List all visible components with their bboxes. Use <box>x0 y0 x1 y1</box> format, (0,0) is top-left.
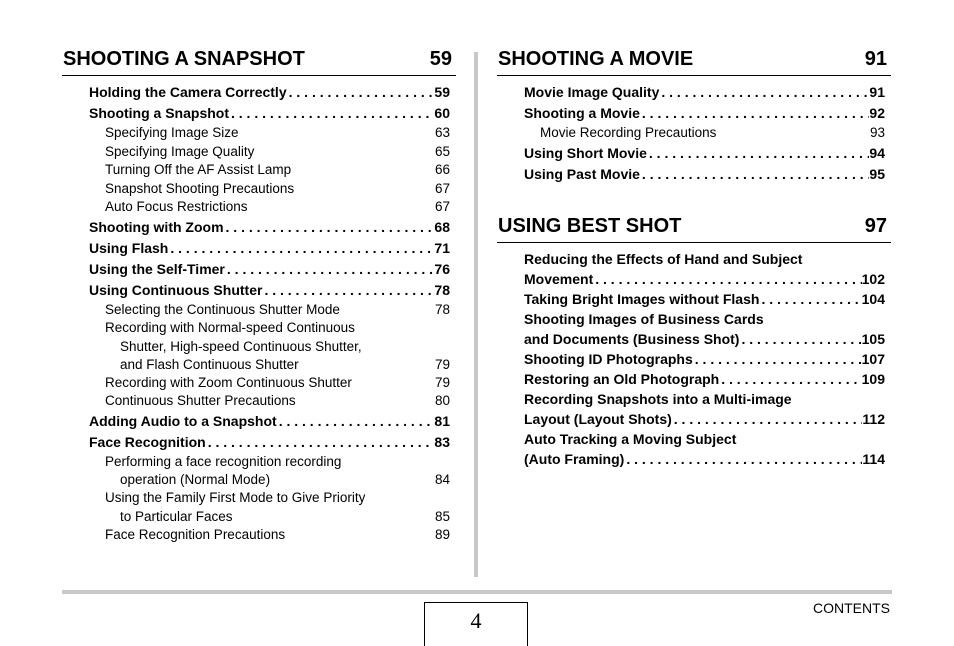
right-column <box>497 47 891 469</box>
footer-rule <box>62 590 892 594</box>
section-heading-snapshot <box>62 47 456 76</box>
dot-leader <box>593 269 861 289</box>
toc-entry-title: Shooting ID Photographs <box>524 350 693 367</box>
toc-list-bestshot <box>497 249 891 469</box>
toc-entry-page: 92 <box>869 105 885 121</box>
toc-entry-title: Face Recognition Precautions <box>105 526 286 542</box>
toc-entry-title: Using the Family First Mode to Give Priority <box>105 490 366 505</box>
toc-entry-title: Holding the Camera Correctly <box>89 84 287 100</box>
toc-entry[interactable] <box>524 449 885 469</box>
section-title: USING BEST SHOT <box>498 214 682 237</box>
toc-entry-title: Selecting the Continuous Shutter Mode <box>105 301 340 317</box>
toc-list-snapshot <box>62 82 456 544</box>
toc-entry-title: Using the Self-Timer <box>89 260 225 277</box>
toc-entry-title: Using Flash <box>89 239 169 256</box>
contents-link[interactable]: CONTENTS <box>813 600 890 616</box>
dot-leader <box>168 238 434 259</box>
toc-entry-title: Continuous Shutter Precautions <box>105 393 296 408</box>
toc-entry-page: 67 <box>434 180 450 196</box>
toc-entry-title: Reducing the Effects of Hand and Subject <box>524 250 803 267</box>
toc-entry-title: Auto Focus Restrictions <box>105 199 248 214</box>
dot-leader <box>277 411 435 432</box>
toc-entry-page: 76 <box>434 260 450 277</box>
toc-entry-title: Movie Image Quality <box>524 84 660 100</box>
toc-entry[interactable] <box>524 329 885 349</box>
toc-entry-page: 60 <box>434 105 450 121</box>
toc-entry-title: to Particular Faces <box>120 508 233 524</box>
dot-leader <box>262 280 434 301</box>
toc-entry-page: 112 <box>862 410 885 427</box>
toc-entry-page: 71 <box>434 239 450 256</box>
toc-entry[interactable] <box>105 489 450 508</box>
toc-entry-title: (Auto Framing) <box>524 450 625 467</box>
toc-entry[interactable] <box>105 526 450 545</box>
toc-entry-page: 79 <box>434 374 450 390</box>
section-title: SHOOTING A SNAPSHOT <box>63 48 305 70</box>
toc-entry[interactable] <box>105 301 450 320</box>
left-column <box>62 47 456 544</box>
toc-entry-title: Movement <box>524 270 594 287</box>
toc-entry-page: 114 <box>862 450 885 467</box>
toc-entry[interactable] <box>105 319 450 338</box>
toc-entry-title: Layout (Layout Shots) <box>524 410 672 427</box>
toc-entry-page: 93 <box>869 125 885 140</box>
toc-entry-title: Using Continuous Shutter <box>89 281 263 298</box>
dot-leader <box>647 143 870 164</box>
toc-entry-title: Shooting a Snapshot <box>89 105 229 121</box>
page-number: 4 <box>424 602 528 646</box>
dot-leader <box>640 164 870 185</box>
toc-entry-title: Using Short Movie <box>524 144 647 161</box>
toc-entry-page: 67 <box>434 199 450 214</box>
dot-leader <box>739 329 861 349</box>
toc-entry-title: Specifying Image Size <box>105 125 239 140</box>
dot-leader <box>287 82 435 103</box>
section-heading-movie <box>497 47 891 76</box>
toc-entry[interactable] <box>89 259 450 280</box>
toc-entry-page: 104 <box>861 290 885 307</box>
toc-entry-title: Shooting a Movie <box>524 105 640 121</box>
toc-entry[interactable] <box>524 103 885 124</box>
toc-entry[interactable] <box>524 164 885 185</box>
toc-entry-title: operation (Normal Mode) <box>120 472 271 487</box>
toc-entry[interactable] <box>105 161 450 180</box>
toc-entry[interactable] <box>120 471 450 489</box>
toc-entry-title: Auto Tracking a Moving Subject <box>524 430 737 447</box>
toc-entry-title: Shooting Images of Business Cards <box>524 310 764 327</box>
toc-entry[interactable] <box>105 124 450 143</box>
toc-entry-page: 107 <box>861 350 885 367</box>
dot-leader <box>719 369 861 389</box>
dot-leader <box>672 409 863 429</box>
section-page: 59 <box>429 48 452 70</box>
toc-entry-page: 81 <box>434 412 450 429</box>
toc-entry-page: 91 <box>869 84 885 100</box>
toc-entry[interactable] <box>524 309 885 329</box>
toc-entry-page: 59 <box>434 84 450 100</box>
toc-entry-page: 78 <box>434 301 450 317</box>
toc-entry-title: Shutter, High-speed Continuous Shutter, <box>120 338 362 354</box>
toc-entry-title: Using Past Movie <box>524 165 640 182</box>
toc-entry[interactable] <box>524 409 885 429</box>
toc-entry-title: Recording with Zoom Continuous Shutter <box>105 374 352 390</box>
toc-entry[interactable] <box>105 453 450 472</box>
toc-entry-page: 84 <box>434 472 450 487</box>
dot-leader <box>206 432 435 453</box>
toc-entry[interactable] <box>105 143 450 162</box>
toc-entry[interactable] <box>105 374 450 393</box>
toc-entry[interactable] <box>524 289 885 309</box>
toc-entry-title: Face Recognition <box>89 433 206 450</box>
toc-entry-title: Taking Bright Images without Flash <box>524 290 760 307</box>
toc-entry-title: Shooting with Zoom <box>89 218 224 235</box>
toc-entry[interactable] <box>524 249 885 269</box>
section-page: 91 <box>864 48 887 70</box>
toc-entry[interactable] <box>524 389 885 409</box>
toc-entry[interactable] <box>524 369 885 389</box>
toc-entry-page: 89 <box>434 526 450 542</box>
section-heading-bestshot <box>497 214 891 243</box>
dot-leader <box>693 349 862 369</box>
toc-entry-page: 65 <box>434 143 450 159</box>
toc-entry[interactable] <box>524 82 885 103</box>
toc-list-movie <box>497 82 891 185</box>
dot-leader <box>659 82 869 103</box>
toc-entry[interactable] <box>120 356 450 374</box>
toc-entry[interactable] <box>105 392 450 411</box>
section-page: 97 <box>864 214 887 237</box>
toc-entry-title: Specifying Image Quality <box>105 143 255 159</box>
toc-entry-title: and Documents (Business Shot) <box>524 330 740 347</box>
toc-entry-page: 66 <box>434 162 450 177</box>
dot-leader <box>224 217 435 238</box>
toc-entry[interactable] <box>105 198 450 217</box>
toc-entry[interactable] <box>524 429 885 449</box>
toc-entry-page: 63 <box>434 125 450 140</box>
section-title: SHOOTING A MOVIE <box>498 48 694 70</box>
toc-entry[interactable] <box>89 411 450 432</box>
toc-entry-page: 79 <box>434 356 450 372</box>
toc-entry[interactable] <box>89 82 450 103</box>
toc-entry-title: Restoring an Old Photograph <box>524 370 720 387</box>
toc-entry-page: 83 <box>434 433 450 450</box>
toc-entry-title: Recording Snapshots into a Multi-image <box>524 390 792 407</box>
dot-leader <box>624 449 862 469</box>
toc-entry-title: Movie Recording Precautions <box>540 125 717 140</box>
toc-entry-title: Adding Audio to a Snapshot <box>89 412 277 429</box>
toc-entry[interactable] <box>89 217 450 238</box>
toc-entry[interactable] <box>540 124 885 143</box>
dot-leader <box>640 103 870 124</box>
toc-entry-title: and Flash Continuous Shutter <box>120 356 299 372</box>
toc-entry-title: Performing a face recognition recording <box>105 453 342 469</box>
dot-leader <box>225 259 435 280</box>
toc-entry-page: 94 <box>869 144 885 161</box>
toc-entry-page: 102 <box>861 270 885 287</box>
toc-entry-page: 109 <box>861 370 885 387</box>
toc-entry[interactable] <box>524 269 885 289</box>
toc-entry-page: 68 <box>434 218 450 235</box>
toc-entry-title: Turning Off the AF Assist Lamp <box>105 162 292 177</box>
toc-entry[interactable] <box>89 432 450 453</box>
toc-entry[interactable] <box>105 180 450 199</box>
toc-entry-page: 105 <box>861 330 885 347</box>
dot-leader <box>229 103 434 124</box>
toc-entry-title: Snapshot Shooting Precautions <box>105 180 295 196</box>
toc-entry[interactable] <box>120 508 450 526</box>
toc-entry-page: 80 <box>434 393 450 408</box>
toc-entry[interactable] <box>89 280 450 301</box>
toc-entry[interactable] <box>120 338 450 356</box>
toc-entry-page: 78 <box>434 281 450 298</box>
toc-entry-title: Recording with Normal-speed Continuous <box>105 320 355 335</box>
toc-entry-page: 95 <box>869 165 885 182</box>
toc-entry[interactable] <box>524 143 885 164</box>
dot-leader <box>759 289 861 309</box>
toc-entry[interactable] <box>89 103 450 124</box>
toc-entry[interactable] <box>89 238 450 259</box>
toc-entry[interactable] <box>524 349 885 369</box>
toc-entry-page: 85 <box>434 508 450 524</box>
column-divider <box>474 52 478 577</box>
